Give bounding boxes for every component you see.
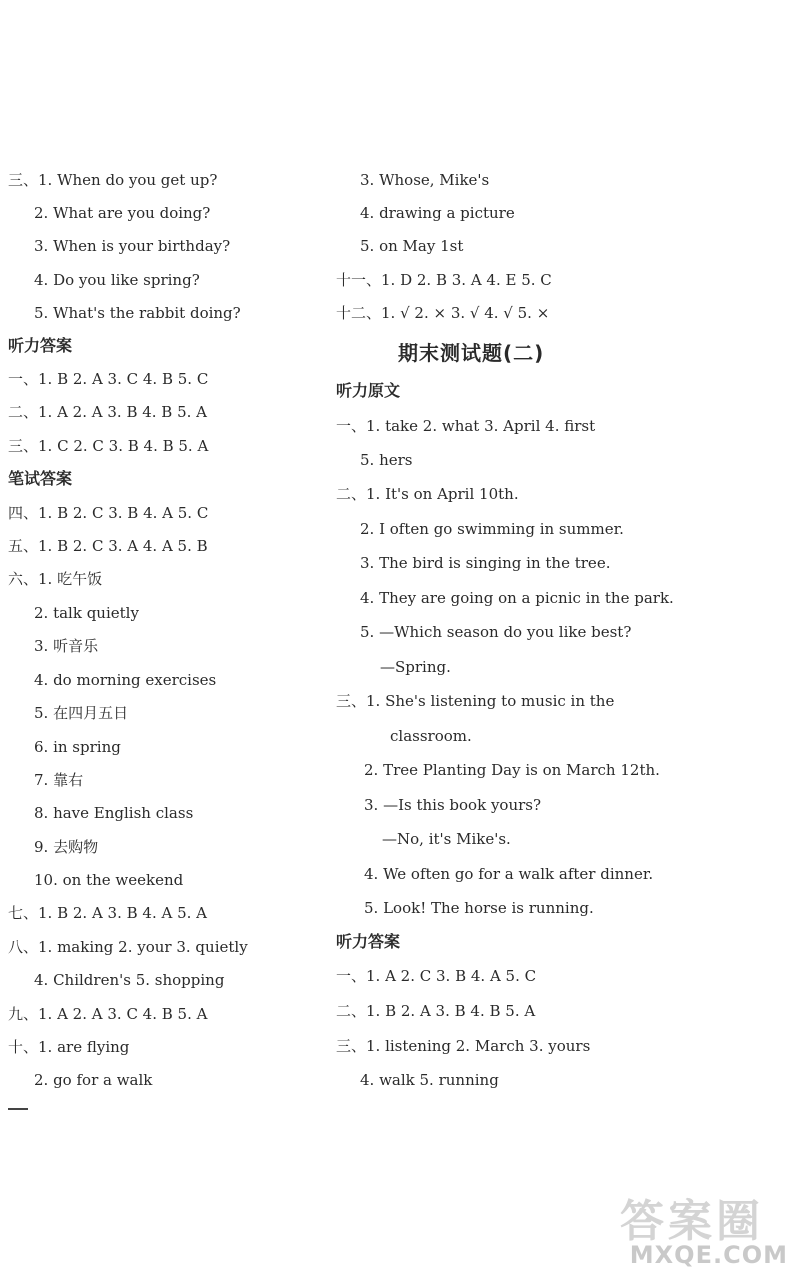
answer-line: 十一、1. D 2. B 3. A 4. E 5. C (336, 271, 552, 289)
answer-line: 5. 在四月五日 (34, 704, 129, 722)
answer-line: 4. walk 5. running (360, 1071, 499, 1089)
answer-line: 4. do morning exercises (34, 671, 217, 689)
answer-line: —No, it's Mike's. (382, 830, 511, 848)
answer-line: 5. What's the rabbit doing? (34, 304, 241, 322)
answer-line: —Spring. (380, 658, 451, 676)
answer-line: 4. drawing a picture (360, 204, 515, 222)
answer-line: 3. The bird is singing in the tree. (360, 554, 611, 572)
answer-line: 9. 去购物 (34, 838, 99, 856)
answer-line: 6. in spring (34, 738, 121, 756)
answer-line: 2. I often go swimming in summer. (360, 520, 624, 538)
section-heading: 听力原文 (336, 381, 401, 400)
answer-line: 4. Children's 5. shopping (34, 971, 225, 989)
answer-line: 8. have English class (34, 804, 194, 822)
answer-line: 10. on the weekend (34, 871, 184, 889)
answer-line: 一、1. B 2. A 3. C 4. B 5. C (8, 370, 209, 388)
answer-line: 4. We often go for a walk after dinner. (364, 865, 654, 883)
section-heading: 听力答案 (8, 336, 73, 355)
answer-line: 十二、1. √ 2. × 3. √ 4. √ 5. × (336, 304, 550, 322)
section-heading: 笔试答案 (8, 469, 73, 488)
answer-line: 5. Look! The horse is running. (364, 899, 594, 917)
answer-line: 三、1. listening 2. March 3. yours (336, 1037, 591, 1055)
answer-line: 二、1. A 2. A 3. B 4. B 5. A (8, 403, 208, 421)
answer-line: 3. When is your birthday? (34, 237, 231, 255)
section-title: 期末测试题(二) (398, 341, 545, 365)
answer-line: 十、1. are flying (8, 1038, 130, 1056)
answer-line: 7. 靠右 (34, 771, 84, 789)
answer-line: 4. Do you like spring? (34, 271, 200, 289)
answer-line: 5. hers (360, 451, 413, 469)
watermark-logo: 答案圈 (620, 1196, 764, 1247)
answer-line: 2. go for a walk (34, 1071, 153, 1089)
answer-line: 一、1. take 2. what 3. April 4. first (336, 417, 596, 435)
answer-line: 二、1. It's on April 10th. (336, 485, 519, 503)
answer-line: 三、1. C 2. C 3. B 4. B 5. A (8, 437, 209, 455)
watermark (600, 1185, 792, 1275)
answer-line: 2. What are you doing? (34, 204, 211, 222)
answer-line: 六、1. 吃午饭 (8, 570, 103, 588)
answer-line: 5. —Which season do you like best? (360, 623, 632, 641)
answer-line: 八、1. making 2. your 3. quietly (8, 938, 248, 956)
answer-line: 5. on May 1st (360, 237, 464, 255)
answer-line: 3. —Is this book yours? (364, 796, 542, 814)
answer-line: 3. 听音乐 (34, 637, 99, 655)
answer-line: 4. They are going on a picnic in the park. (360, 589, 674, 607)
answer-line: 五、1. B 2. C 3. A 4. A 5. B (8, 537, 208, 555)
answer-line: 九、1. A 2. A 3. C 4. B 5. A (8, 1005, 208, 1023)
answer-line: 3. Whose, Mike's (360, 171, 490, 189)
answer-line: 一、1. A 2. C 3. B 4. A 5. C (336, 967, 537, 985)
answer-line: 四、1. B 2. C 3. B 4. A 5. C (8, 504, 209, 522)
answer-line: 七、1. B 2. A 3. B 4. A 5. A (8, 904, 208, 922)
answer-line: 2. talk quietly (34, 604, 139, 622)
footer-rule (8, 1108, 28, 1110)
watermark-site: MXQE.COM (629, 1241, 788, 1269)
answer-line: 二、1. B 2. A 3. B 4. B 5. A (336, 1002, 536, 1020)
section-heading: 听力答案 (336, 932, 401, 951)
answer-line: 2. Tree Planting Day is on March 12th. (364, 761, 660, 779)
answer-line: 三、1. She's listening to music in the (336, 692, 615, 710)
answer-line: classroom. (390, 727, 472, 745)
answer-line: 三、1. When do you get up? (8, 171, 218, 189)
